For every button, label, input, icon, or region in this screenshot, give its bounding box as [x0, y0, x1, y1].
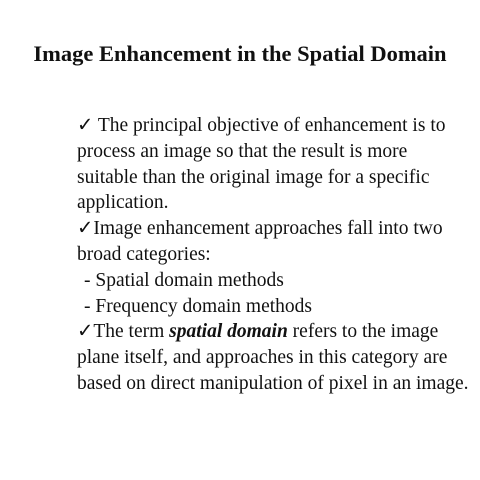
bullet2-item-frequency: - Frequency domain methods — [84, 295, 312, 317]
bullet2-line2: broad categories: — [77, 243, 211, 265]
bullet1-line1: ✓ The principal objective of enhancement is to — [77, 115, 446, 136]
bullet3-line2: plane itself, and approaches in this category are — [77, 347, 448, 369]
bullet3-suffix: refers to the image — [287, 321, 439, 343]
bullet3-line1 — [77, 319, 472, 345]
slide-body — [77, 113, 472, 397]
bullet3-prefix: ✓The term — [77, 321, 170, 343]
bullet3-line3: based on direct manipulation of pixel in an image. — [77, 372, 469, 394]
bullet1-line4: application. — [77, 192, 169, 214]
bullet2-item-spatial: - Spatial domain methods — [84, 269, 284, 291]
bullet1-line2: process an image so that the result is more — [77, 140, 408, 162]
slide-title: Image Enhancement in the Spatial Domain — [33, 41, 447, 66]
bullet2-line1: ✓Image enhancement approaches fall into two — [77, 218, 443, 240]
bullet3-emphasis: spatial domain — [169, 321, 288, 343]
bullet1-line3: suitable than the original image for a specific — [77, 166, 430, 188]
